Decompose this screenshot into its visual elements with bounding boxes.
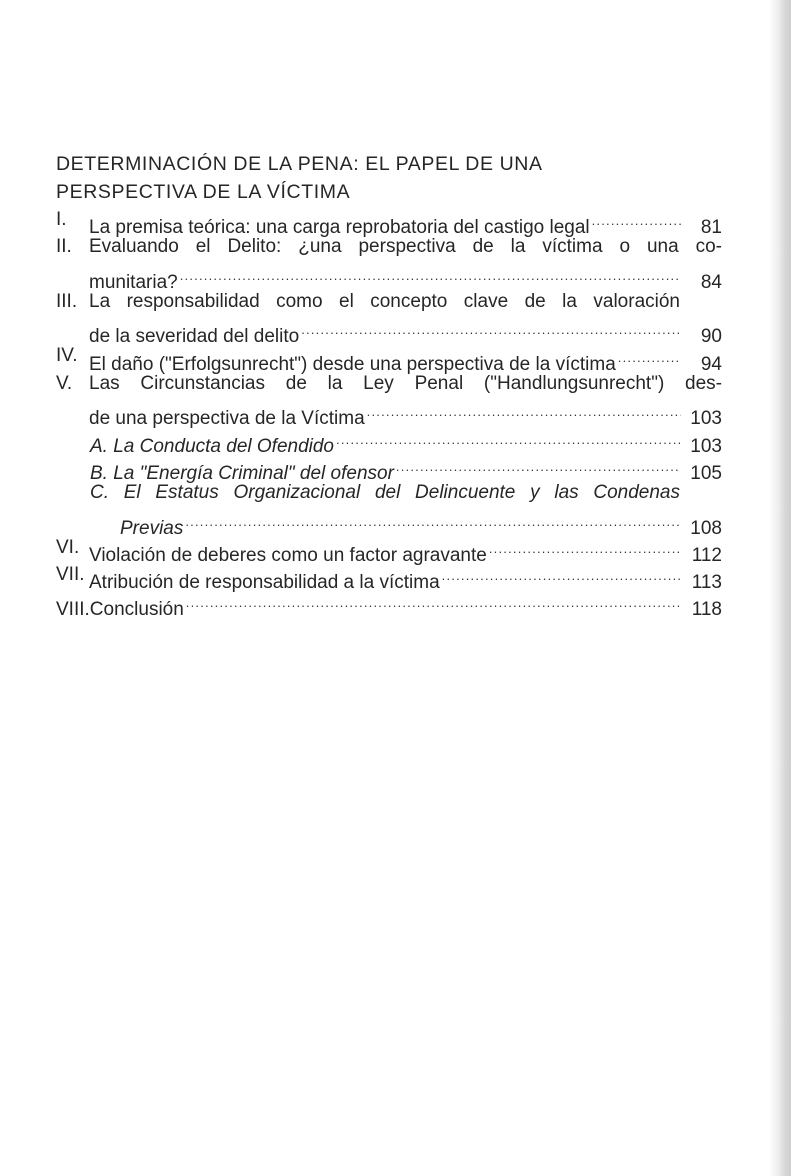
toc-entry-page: 90 bbox=[700, 326, 722, 348]
toc-entry-title-line: Las Circunstancias de la Ley Penal ("Handlungsunrecht") des- bbox=[89, 372, 722, 394]
toc-entry-page: 103 bbox=[690, 408, 722, 430]
toc-subentry-c[interactable] bbox=[56, 479, 722, 539]
table-of-contents bbox=[56, 150, 722, 621]
toc-list bbox=[56, 206, 722, 621]
dot-leader bbox=[186, 588, 681, 615]
toc-entry-title-line: La responsabilidad como el concepto clave de la valoración bbox=[89, 290, 680, 312]
toc-subentry-title: A. La Conducta del Ofendido bbox=[90, 435, 335, 457]
toc-entry-title-line: de la severidad del delito bbox=[89, 326, 300, 348]
dot-leader bbox=[618, 342, 681, 369]
dot-leader bbox=[301, 315, 681, 342]
toc-entry-number: V. bbox=[56, 372, 73, 394]
toc-entry-4[interactable] bbox=[56, 342, 722, 375]
toc-entry-number: VI. bbox=[56, 536, 80, 558]
toc-entry-8[interactable] bbox=[56, 588, 722, 621]
toc-entry-page: 103 bbox=[690, 435, 722, 457]
toc-entry-7[interactable] bbox=[56, 561, 722, 594]
dot-leader bbox=[396, 452, 681, 479]
toc-entry-title: Conclusión bbox=[89, 599, 184, 621]
toc-entry-number: II. bbox=[56, 236, 72, 258]
toc-entry-label bbox=[56, 596, 184, 623]
dot-leader bbox=[180, 261, 681, 288]
dot-leader bbox=[336, 424, 681, 451]
dot-leader bbox=[489, 534, 681, 561]
toc-subentry-a[interactable] bbox=[56, 424, 722, 457]
toc-entry-title-line: Evaluando el Delito: ¿una perspectiva de la víctima o una co- bbox=[89, 236, 722, 258]
toc-entry-number: VII. bbox=[56, 563, 85, 585]
toc-entry-page: 113 bbox=[691, 572, 722, 594]
toc-entry-title-line: munitaria? bbox=[89, 271, 178, 293]
dot-leader bbox=[592, 206, 681, 233]
dot-leader bbox=[367, 397, 681, 424]
toc-entry-title-line: de una perspectiva de la Víctima bbox=[89, 408, 365, 430]
dot-leader bbox=[185, 506, 681, 533]
toc-subentry-b[interactable] bbox=[56, 452, 722, 484]
toc-entry-title: El daño ("Erfolgsunrecht") desde una perspectiva de la víctima bbox=[89, 353, 616, 375]
toc-entry-title: Atribución de responsabilidad a la víctima bbox=[89, 572, 440, 594]
toc-subentry-title: B. La "Energía Criminal" del ofensor bbox=[90, 462, 394, 484]
toc-entry-1[interactable] bbox=[56, 206, 722, 239]
toc-entry-3[interactable] bbox=[56, 288, 722, 348]
toc-subentry-title-line: C. El Estatus Organizacional del Delincuente y las Condenas bbox=[90, 481, 680, 503]
chapter-title-line-2: PERSPECTIVA DE LA VÍCTIMA bbox=[56, 181, 351, 203]
toc-entry-number: III. bbox=[56, 290, 78, 312]
chapter-title-line-1: DETERMINACIÓN DE LA PENA: EL PAPEL DE UNA bbox=[56, 153, 543, 175]
toc-entry-page: 105 bbox=[690, 462, 722, 484]
toc-entry-2[interactable] bbox=[56, 233, 722, 293]
toc-entry-page: 108 bbox=[690, 517, 722, 539]
toc-entry-title: La premisa teórica: una carga reprobatoria del castigo legal bbox=[89, 217, 590, 239]
toc-entry-number: IV. bbox=[56, 345, 78, 367]
toc-entry-page: 112 bbox=[691, 544, 722, 566]
toc-subentry-title-line: Previas bbox=[120, 517, 184, 539]
chapter-title bbox=[56, 150, 722, 206]
toc-entry-5[interactable] bbox=[56, 370, 722, 430]
page-edge-shadow bbox=[769, 0, 791, 1176]
toc-entry-6[interactable] bbox=[56, 534, 722, 566]
toc-entry-page: 84 bbox=[700, 271, 722, 293]
toc-entry-number: VIII. bbox=[56, 599, 90, 621]
toc-entry-page: 118 bbox=[691, 599, 722, 621]
toc-entry-page: 94 bbox=[700, 353, 722, 375]
toc-entry-number: I. bbox=[56, 209, 67, 230]
toc-entry-page: 81 bbox=[700, 217, 722, 239]
dot-leader bbox=[442, 561, 681, 588]
toc-entry-title: Violación de deberes como un factor agravante bbox=[89, 544, 487, 566]
